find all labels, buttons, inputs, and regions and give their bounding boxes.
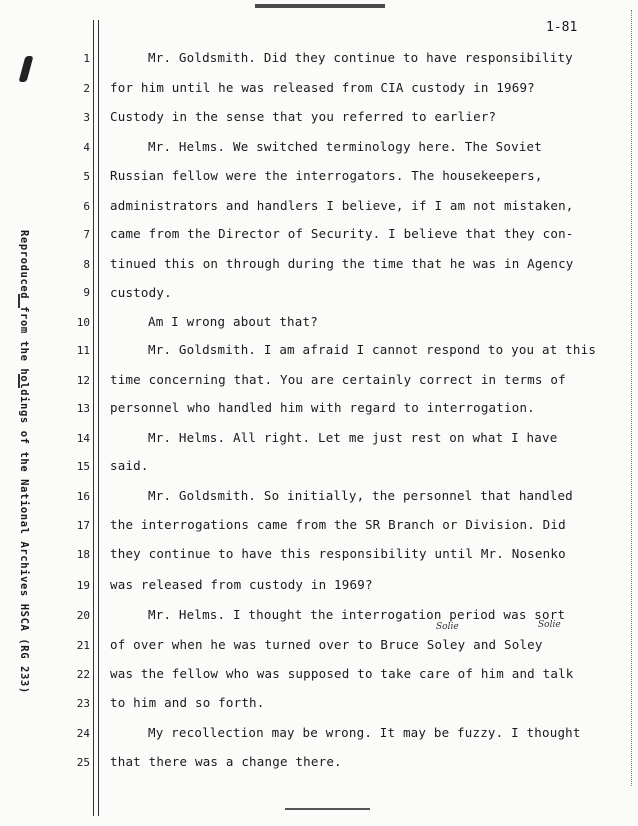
- line-number: 15: [76, 460, 90, 473]
- transcript-line: the interrogations came from the SR Branch or Division. Did: [110, 517, 566, 532]
- archive-stamp-text: Reproduced from the holdings of the National Archives HSCA (RG 233): [18, 230, 30, 694]
- transcript-line: My recollection may be wrong. It may be fuzzy. I thought: [148, 725, 581, 740]
- header-redaction-mark: [255, 4, 385, 18]
- line-number: 20: [76, 609, 90, 622]
- line-number: 12: [76, 374, 90, 387]
- handwritten-correction: Solie: [436, 622, 459, 632]
- line-number: 25: [76, 756, 90, 769]
- transcript-line: Mr. Helms. We switched terminology here. The Soviet: [148, 139, 543, 154]
- transcript-line: Mr. Goldsmith. I am afraid I cannot respond to you at this: [148, 342, 597, 357]
- line-number: 22: [76, 668, 90, 681]
- transcript-line: that there was a change there.: [110, 754, 342, 769]
- page-number: 1-81: [546, 20, 578, 35]
- line-number: 2: [83, 82, 90, 95]
- right-edge-artifact: [631, 10, 632, 786]
- transcript-line: said.: [110, 458, 149, 473]
- transcript-line: Custody in the sense that you referred to earlier?: [110, 109, 497, 124]
- transcript-line: personnel who handled him with regard to interrogation.: [110, 400, 535, 415]
- line-number: 17: [76, 519, 90, 532]
- line-number: 10: [76, 316, 90, 329]
- transcript-line: Am I wrong about that?: [148, 314, 318, 329]
- transcript-line: administrators and handlers I believe, if I am not mistaken,: [110, 198, 574, 213]
- line-number: 8: [83, 258, 90, 271]
- transcript-line: tinued this on through during the time that he was in Agency: [110, 256, 574, 271]
- line-number: 21: [76, 639, 90, 652]
- line-number: 7: [83, 228, 90, 241]
- line-number: 19: [76, 579, 90, 592]
- transcript-line: Mr. Helms. I thought the interrogation period was sort: [148, 607, 566, 622]
- line-number: 18: [76, 548, 90, 561]
- line-number: 5: [83, 170, 90, 183]
- line-number: 6: [83, 200, 90, 213]
- transcript-line: of over when he was turned over to Bruce Soley and Soley: [110, 637, 543, 652]
- transcript-line: to him and so forth.: [110, 695, 265, 710]
- left-margin-rule-inner: [98, 20, 99, 816]
- line-number: 1: [83, 52, 90, 65]
- line-number: 14: [76, 432, 90, 445]
- handwritten-correction: Solie: [538, 620, 561, 630]
- line-number: 23: [76, 697, 90, 710]
- transcript-line: time concerning that. You are certainly correct in terms of: [110, 372, 566, 387]
- archive-side-stamp: [16, 230, 30, 694]
- transcript-line: custody.: [110, 285, 172, 300]
- transcript-line: was released from custody in 1969?: [110, 577, 373, 592]
- transcript-line: for him until he was released from CIA custody in 1969?: [110, 80, 535, 95]
- transcript-line: Russian fellow were the interrogators. The housekeepers,: [110, 168, 543, 183]
- line-number: 11: [76, 344, 90, 357]
- transcript-line: Mr. Helms. All right. Let me just rest on what I have: [148, 430, 558, 445]
- transcript-line: was the fellow who was supposed to take care of him and talk: [110, 666, 574, 681]
- transcript-line: they continue to have this responsibility until Mr. Nosenko: [110, 546, 566, 561]
- transcript-line: Mr. Goldsmith. Did they continue to have responsibility: [148, 50, 573, 65]
- line-number: 13: [76, 402, 90, 415]
- transcript-line: came from the Director of Security. I believe that they con-: [110, 226, 574, 241]
- left-margin-rule: [93, 20, 94, 816]
- line-number: 16: [76, 490, 90, 503]
- line-number: 3: [83, 111, 90, 124]
- line-number: 24: [76, 727, 90, 740]
- margin-ink-mark: [19, 56, 34, 82]
- transcript-line: Mr. Goldsmith. So initially, the personnel that handled: [148, 488, 573, 503]
- line-number: 4: [83, 141, 90, 154]
- line-number: 9: [83, 286, 90, 299]
- footer-redaction-mark: [285, 808, 370, 810]
